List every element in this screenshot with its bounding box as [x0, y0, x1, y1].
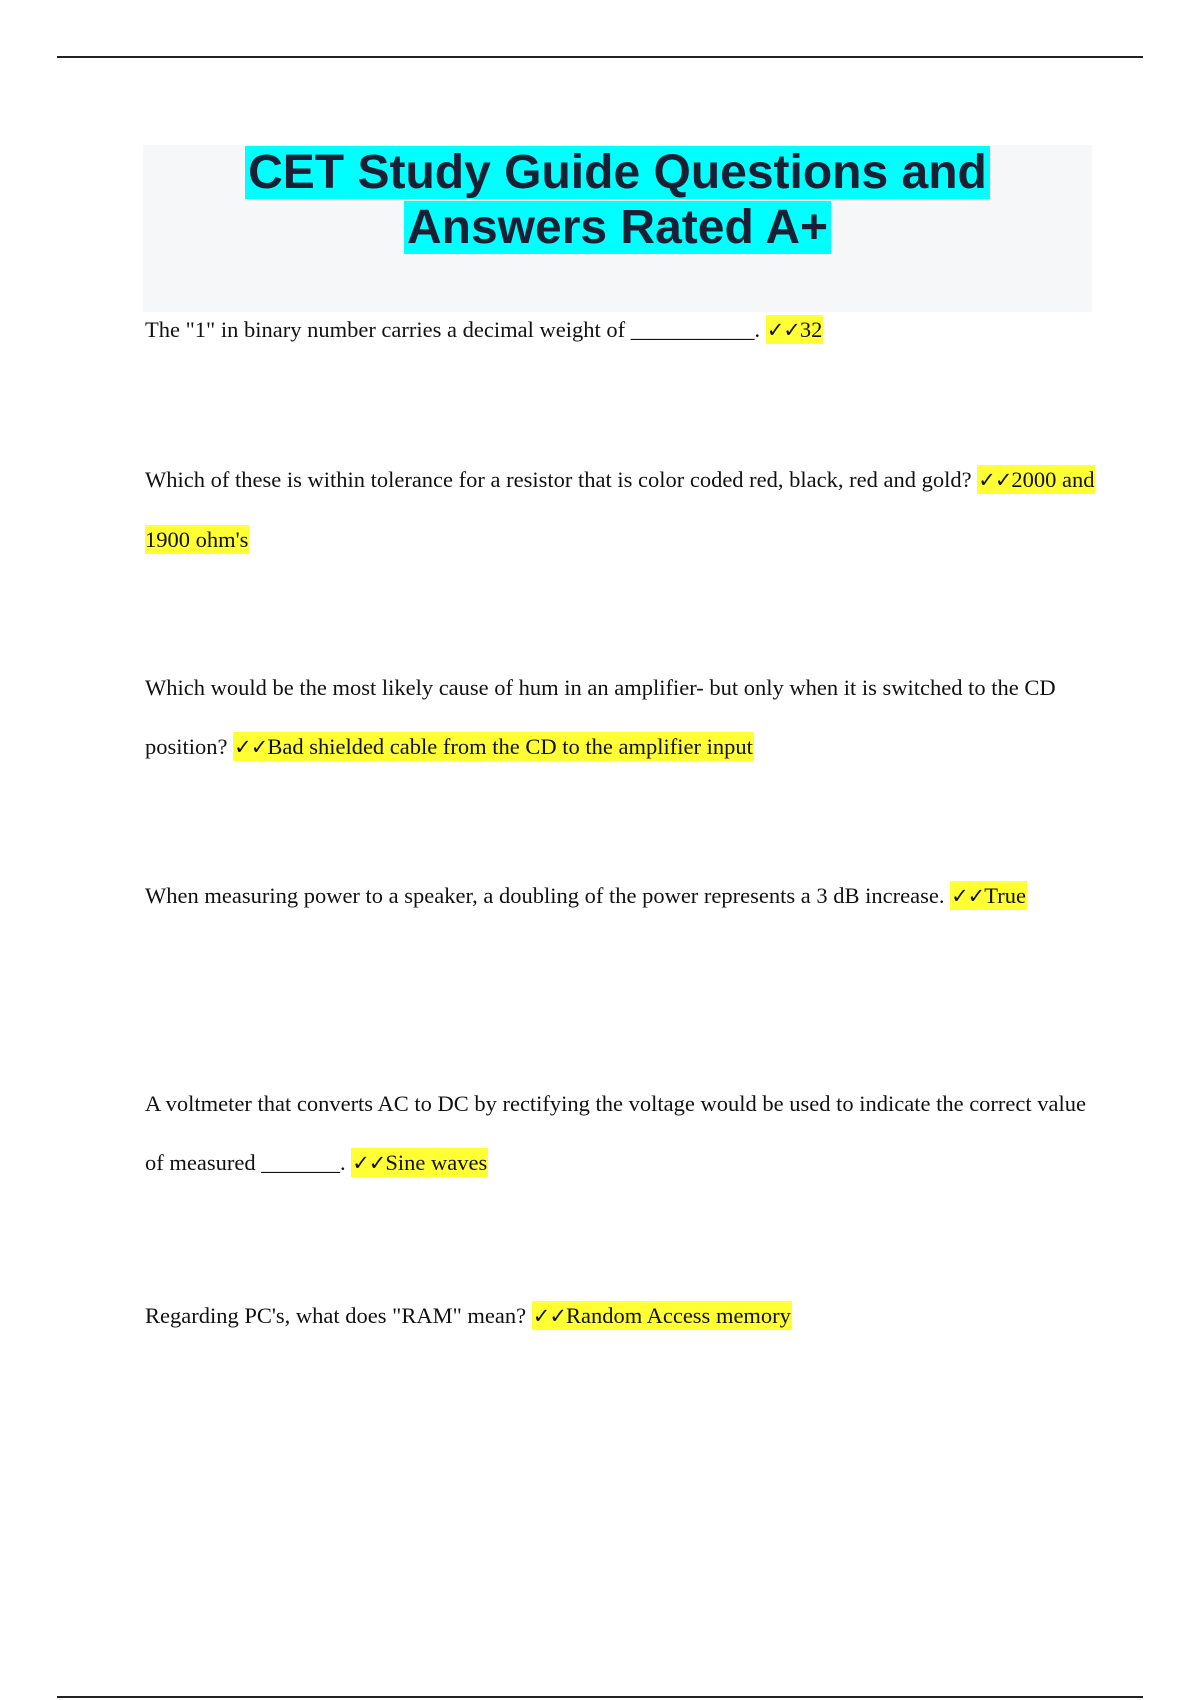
question-text: Which would be the most likely cause of hum in an amplifier- but only when it is switched to the CD position?: [145, 675, 1056, 759]
title-line-1: CET Study Guide Questions and: [245, 146, 990, 199]
question-text: Regarding PC's, what does "RAM" mean?: [145, 1303, 532, 1328]
qa-item-6: [145, 1286, 1100, 1346]
answer-text: 32: [799, 317, 823, 342]
answer-highlight: [766, 315, 824, 344]
answer-text: Bad shielded cable from the CD to the amplifier input: [267, 734, 753, 759]
question-text: Which of these is within tolerance for a resistor that is color coded red, black, red and gold?: [145, 467, 978, 492]
answer-highlight: [351, 1148, 488, 1177]
qa-item-2: [145, 450, 1100, 569]
double-check-icon: ✓✓: [978, 468, 1012, 492]
title-line-2: Answers Rated A+: [404, 201, 831, 254]
top-rule: [57, 56, 1143, 58]
qa-item-1: [145, 300, 1100, 360]
title-banner: [143, 145, 1092, 312]
double-check-icon: ✓✓: [352, 1151, 386, 1175]
double-check-icon: ✓✓: [532, 1304, 566, 1328]
answer-text: True: [984, 883, 1026, 908]
answer-highlight: [233, 732, 754, 761]
qa-item-4: [145, 866, 1100, 926]
answer-text: 2000 and 1900 ohm's: [145, 467, 1095, 552]
double-check-icon: ✓✓: [234, 735, 268, 759]
qa-item-5: [145, 1074, 1100, 1193]
qa-item-3: [145, 658, 1100, 777]
bottom-rule: [57, 1696, 1143, 1698]
question-text: When measuring power to a speaker, a doubling of the power represents a 3 dB increase.: [145, 883, 951, 908]
answer-text: Random Access memory: [565, 1303, 791, 1328]
document-title: [143, 145, 1092, 255]
answer-text: Sine waves: [385, 1150, 488, 1175]
double-check-icon: ✓✓: [766, 318, 800, 342]
double-check-icon: ✓✓: [951, 884, 985, 908]
answer-highlight: [950, 881, 1027, 910]
answer-highlight: [532, 1301, 792, 1330]
question-text: The "1" in binary number carries a decimal weight of ___________.: [145, 317, 766, 342]
question-text: A voltmeter that converts AC to DC by rectifying the voltage would be used to indicate the correct value of measured _______.: [145, 1091, 1086, 1175]
